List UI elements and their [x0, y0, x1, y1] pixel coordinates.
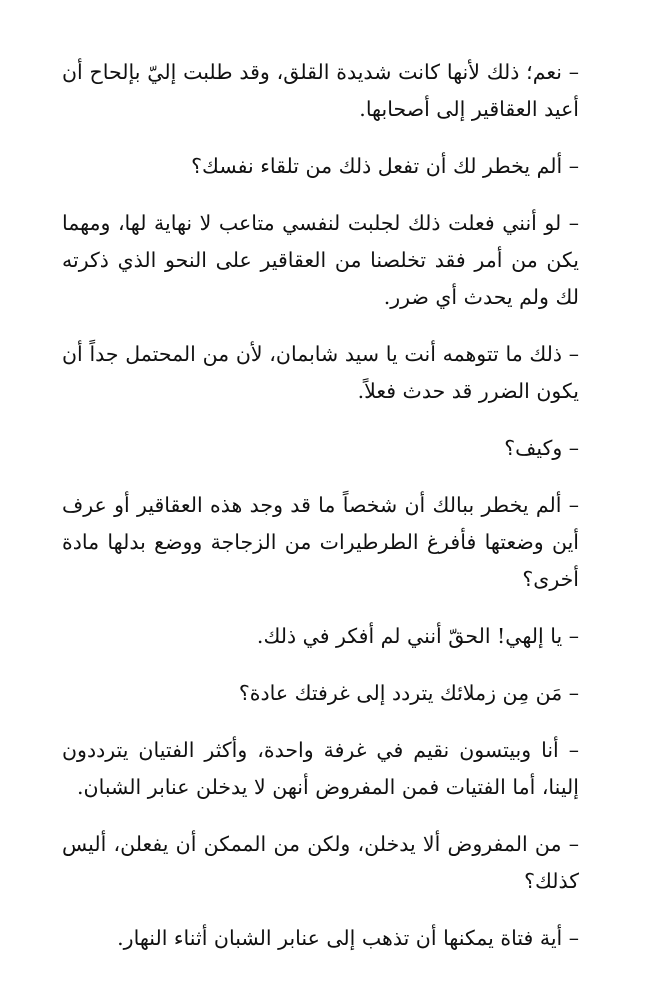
dialogue-paragraph-6: – ألم يخطر ببالك أن شخصاً ما قد وجد هذه العقاقير أو عرف أين وضعتها فأفرغ الطرطيرات من الزجاجة ووضع بدلها مادة أخرى؟ [62, 493, 579, 591]
dialogue-paragraph-11: – أية فتاة يمكنها أن تذهب إلى عنابر الشبان أثناء النهار. [117, 926, 579, 950]
dialogue-paragraph-1: – نعم؛ ذلك لأنها كانت شديدة القلق، وقد طلبت إليّ بإلحاح أن أعيد العقاقير إلى أصحابها. [62, 60, 579, 121]
dialogue-paragraph-2: – ألم يخطر لك أن تفعل ذلك من تلقاء نفسك؟ [191, 154, 579, 178]
dialogue-paragraph-10: – من المفروض ألا يدخلن، ولكن من الممكن أن يفعلن، أليس كذلك؟ [62, 832, 579, 893]
dialogue-paragraph-3: – لو أنني فعلت ذلك لجلبت لنفسي متاعب لا نهاية لها، ومهما يكن من أمر فقد تخلصنا من العقاقير على النحو الذي ذكرته لك ولم يحدث أي ضرر. [62, 211, 579, 309]
dialogue-paragraph-8: – مَن مِن زملائك يتردد إلى غرفتك عادة؟ [238, 681, 579, 705]
dialogue-paragraph-9: – أنا وبيتسون نقيم في غرفة واحدة، وأكثر الفتيان يترددون إلينا، أما الفتيات فمن المفروض أنهن لا يدخلن عنابر الشبان. [62, 738, 579, 799]
dialogue-paragraph-7: – يا إلهي! الحقّ أنني لم أفكر في ذلك. [256, 624, 579, 648]
dialogue-paragraph-4: – ذلك ما تتوهمه أنت يا سيد شابمان، لأن من المحتمل جداً أن يكون الضرر قد حدث فعلاً. [62, 342, 579, 403]
dialogue-paragraph-5: – وكيف؟ [504, 436, 579, 460]
